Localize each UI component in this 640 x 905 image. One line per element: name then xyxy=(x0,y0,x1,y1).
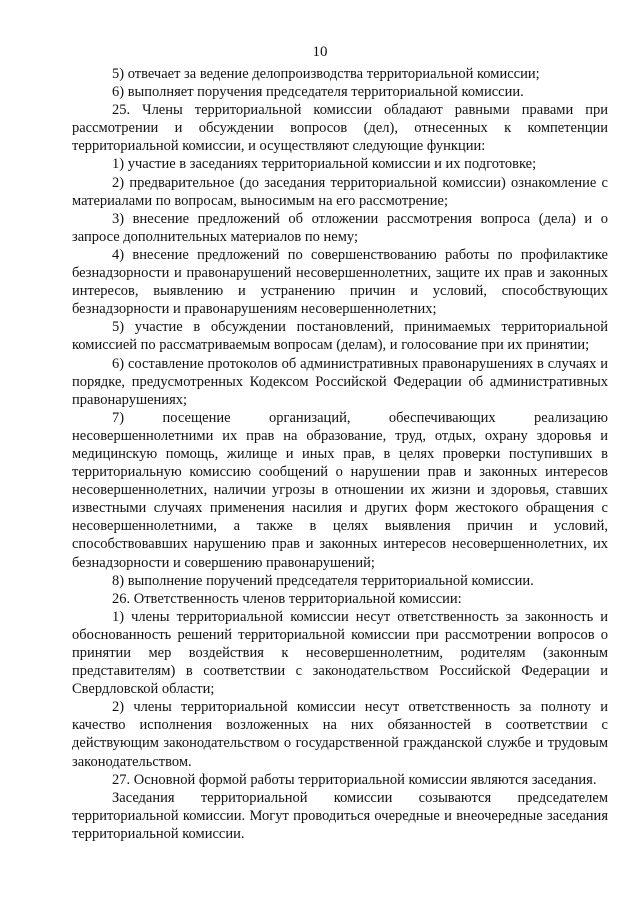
paragraph-function-5: 5) участие в обсуждении постановлений, принимаемых территориальной комиссией по рассматриваемым вопросам (делам), и голосование при их принятии; xyxy=(72,319,608,354)
paragraph-function-2: 2) предварительное (до заседания территориальной комиссии) ознакомление с материалами по вопросам, выносимым на его рассмотрение; xyxy=(72,174,608,209)
paragraph-clause-26: 26. Ответственность членов территориальной комиссии: xyxy=(112,590,462,607)
paragraph-responsibility-1: 1) члены территориальной комиссии несут ответственность за законность и обоснованность решений территориальной комиссии при рассмотрении вопросов о принятии мер воздействия к несовершеннолетним, родителям (законным представителям) в соответствии с законодательством Российской Федерации и Свердловской области; xyxy=(72,608,608,698)
paragraph-item-5-records: 5) отвечает за ведение делопроизводства территориальной комиссии; xyxy=(112,66,540,82)
paragraph-function-8: 8) выполнение поручений председателя территориальной комиссии. xyxy=(112,572,534,589)
paragraph-function-4: 4) внесение предложений по совершенствованию работы по профилактике безнадзорности и правонарушений несовершеннолетних, защите их прав и законных интересов, выявлению и устранению причин и условий, способствующих безнадзорности и правонарушениям несовершеннолетних; xyxy=(72,246,608,318)
paragraph-function-6: 6) составление протоколов об административных правонарушениях в случаях и порядке, предусмотренных Кодексом Российской Федерации об административных правонарушениях; xyxy=(72,355,608,408)
paragraph-function-7: 7) посещение организаций, обеспечивающих реализацию несовершеннолетними их прав на образование, труд, отдых, охрану здоровья и медицинскую помощь, жилище и иных прав, в целях проверки поступивших в территориальную комиссию сообщений о нарушении прав и законных интересов несовершеннолетних, наличии угрозы в отношении их жизни и здоровья, ставших известными случаях применения насилия и других форм жестокого обращения с несовершеннолетними, а также в целях выявления причин и условий, способствовавших нарушению прав и законных интересов несовершеннолетних, их безнадзорности и совершению правонарушений; xyxy=(72,409,608,571)
paragraph-clause-25: 25. Члены территориальной комиссии обладают равными правами при рассмотрении и обсуждении вопросов (дел), отнесенных к компетенции территориальной комиссии, и осуществляют следующие функции: xyxy=(72,102,608,155)
paragraph-responsibility-2: 2) члены территориальной комиссии несут ответственность за полноту и качество исполнения возложенных на них обязанностей в соответствии с действующим законодательством о государственной гражданской службе и трудовым законодательством. xyxy=(72,699,608,770)
document-body xyxy=(72,65,608,843)
paragraph-function-1: 1) участие в заседаниях территориальной комиссии и их подготовке; xyxy=(112,156,537,173)
paragraph-item-6-instructions: 6) выполняет поручения председателя территориальной комиссии. xyxy=(112,84,524,101)
paragraph-function-3: 3) внесение предложений об отложении рассмотрения вопроса (дела) и о запросе дополнительных материалов по нему; xyxy=(72,210,608,245)
paragraph-meetings: Заседания территориальной комиссии созываются председателем территориальной комиссии. Могут проводиться очередные и внеочередные заседания территориальной комиссии. xyxy=(72,789,608,842)
page-number: 10 xyxy=(312,44,328,60)
paragraph-clause-27: 27. Основной формой работы территориальной комиссии являются заседания. xyxy=(112,771,597,788)
